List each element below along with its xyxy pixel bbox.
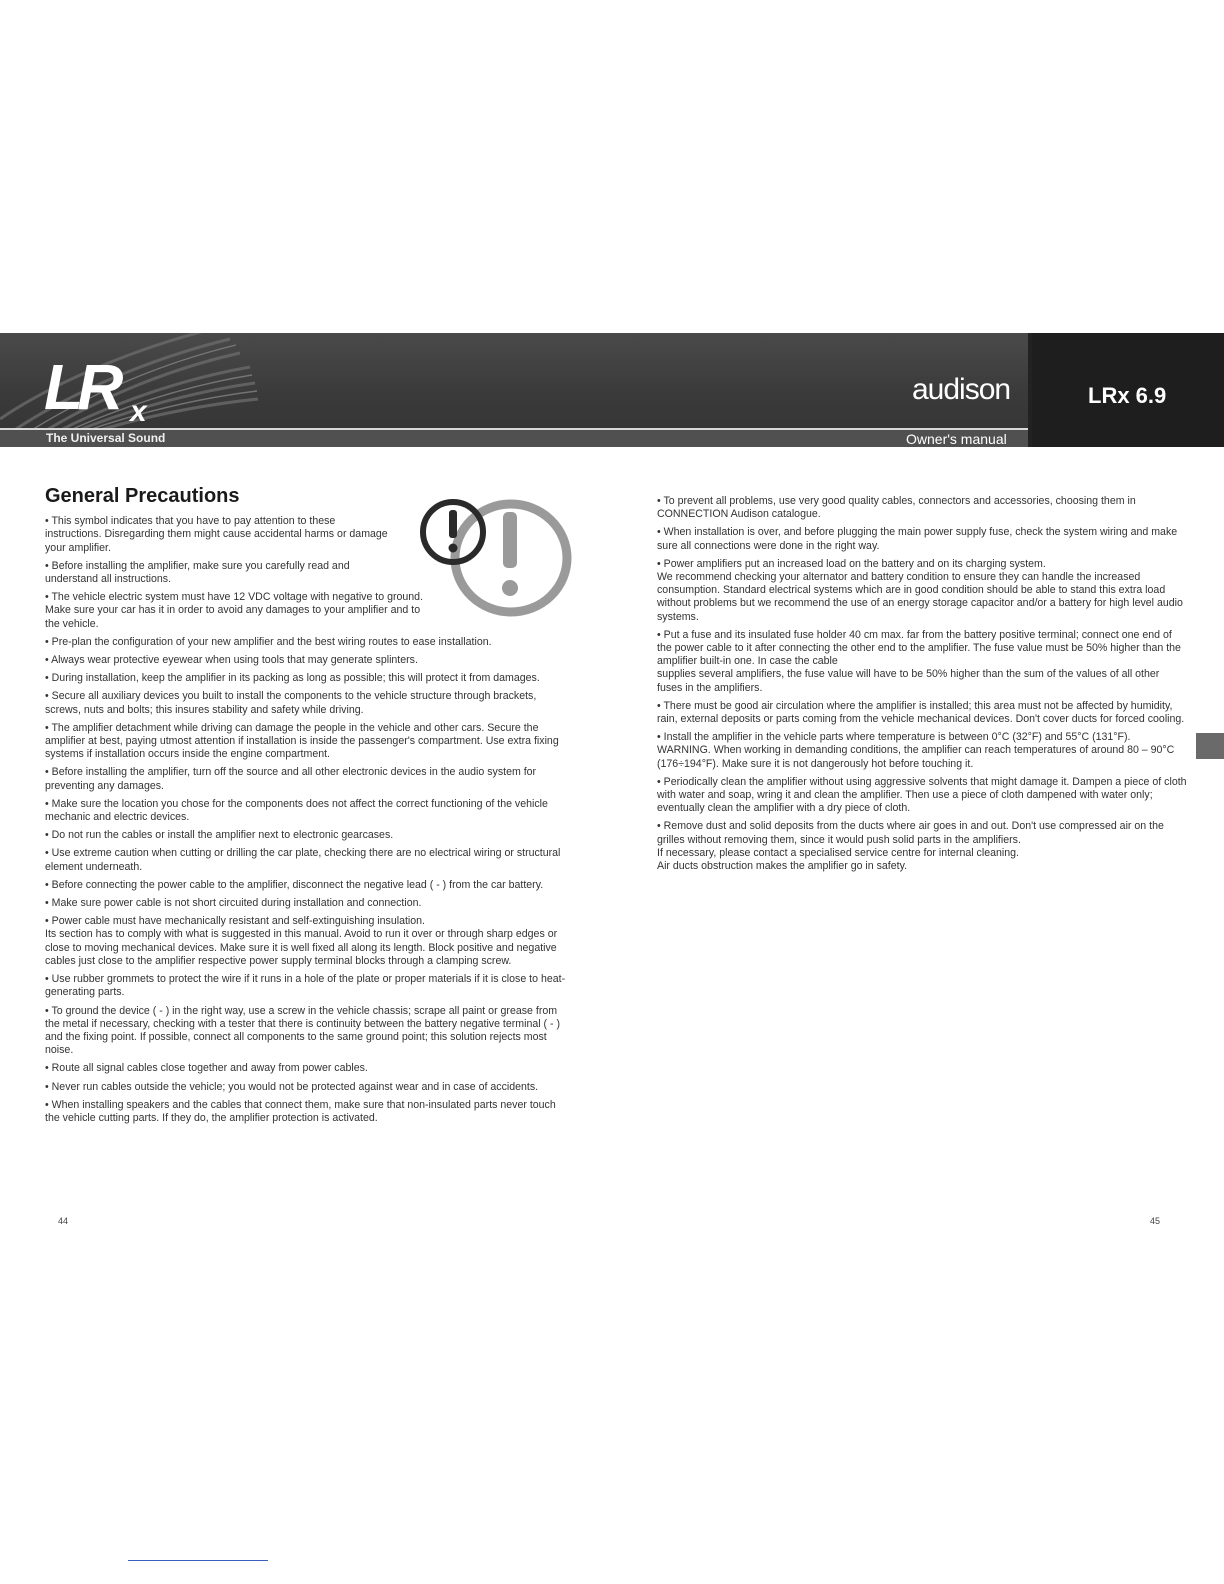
list-item: • Route all signal cables close together and away from power cables. xyxy=(45,1062,368,1075)
list-item: • Pre-plan the configuration of your new amplifier and the best wiring routes to ease installation. xyxy=(45,635,492,648)
list-item: • Use rubber grommets to protect the wire if it runs in a hole of the plate or proper materials if it is close to heat-generating parts. xyxy=(45,973,566,999)
manual-label: Owner's manual xyxy=(906,431,1007,447)
list-item: • When installing speakers and the cables that connect them, make sure that non-insulated parts never touch the vehicle cutting parts. If they do, the amplifier protection is activated. xyxy=(45,1098,556,1124)
list-item: • Before installing the amplifier, turn off the source and all other electronic devices in the audio system for preventing any damages. xyxy=(45,766,537,792)
list-item: • To prevent all problems, use very good quality cables, connectors and accessories, choosing them in CONNECTION Audison catalogue. xyxy=(657,495,1136,521)
list-item: • Make sure the location you chose for the components does not affect the correct functioning of the vehicle mechanic and electric devices. xyxy=(45,797,548,824)
ducts-note: Air ducts obstruction makes the amplifier go in safety. xyxy=(657,860,908,873)
list-item: • Secure all auxiliary devices you built to install the components to the vehicle structure through brackets, screws, nuts and bolts; this insures stability and safety while driving. xyxy=(45,690,537,716)
side-tab xyxy=(1196,733,1224,759)
tagline: The Universal Sound xyxy=(46,431,166,445)
page-number-right: 45 xyxy=(1150,1216,1161,1226)
list-item-text: • Install the amplifier in the vehicle parts where temperature is between 0°C (32°F) and 55°C (131°F). xyxy=(657,731,1131,744)
list-item xyxy=(45,915,570,968)
list-item: • Use extreme caution when cutting or drilling the car plate, checking there are no electrical wiring or structural element underneath. xyxy=(45,847,561,873)
list-item: • The vehicle electric system must have 12 VDC voltage with negative to ground. Make sure your car has it in order to avoid any damages to your amplifier and to the vehicle. xyxy=(45,591,424,630)
lrx-logo xyxy=(44,351,164,423)
page-number-left: 44 xyxy=(58,1216,69,1226)
list-item: • Periodically clean the amplifier without using aggressive solvents that might damage it. Dampen a piece of cloth with water and soap, wring it and clean the amplifier. Then use a piece of cloth dampened with water only; eventually clean the amplifier with a dry piece of cloth. xyxy=(657,775,1187,815)
list-item xyxy=(657,731,1187,771)
list-item: • When installation is over, and before plugging the main power supply fuse, check the system wiring and make sure all connections were done in the right way. xyxy=(657,526,1178,552)
bottom-rule xyxy=(128,1560,268,1561)
header-banner xyxy=(0,333,1224,447)
service-note: If necessary, please contact a specialised service centre for internal cleaning. xyxy=(657,846,1019,859)
list-item-text: • Put a fuse and its insulated fuse holder 40 cm max. far from the battery positive terminal; connect one end of the power cable to it after connecting the other end to the amplifier. The fuse value must be 50% higher than the amplifier built-in one. In case the cable xyxy=(657,628,1181,668)
list-item: • The amplifier detachment while driving can damage the people in the vehicle and other cars. Secure the amplifier at best, paying utmost attention if installation is inside the passenger's compartment. Use extra fixing systems if installation occurs inside the engine compartment. xyxy=(45,721,559,761)
svg-text:LR: LR xyxy=(44,351,118,423)
list-item: • This symbol indicates that you have to pay attention to these instructions. Disregarding them might cause accidental harms or damage your amplifier. xyxy=(45,515,388,554)
list-item xyxy=(657,820,1187,873)
right-column xyxy=(657,495,1187,878)
list-item xyxy=(657,629,1187,695)
list-item xyxy=(657,558,1187,624)
list-item: • Do not run the cables or install the amplifier next to electronic gearcases. xyxy=(45,829,394,842)
list-item: • Make sure power cable is not short circuited during installation and connection. xyxy=(45,897,422,910)
model-label: LRx 6.9 xyxy=(1088,383,1167,408)
svg-text:x: x xyxy=(130,395,147,423)
battery-note: We recommend checking your alternator and battery condition to ensure they can handle the increased consumption. Standard electrical systems which are in good condition should be able to stand this extra load without problems but we recommend the use of an energy storage capacitor and/or a battery for high level audio systems. xyxy=(657,571,1183,623)
fuse-note: supplies several amplifiers, the fuse value will have to be 50% higher than the sum of the values of all other fuses in the amplifiers. xyxy=(657,668,1160,694)
list-item: • Never run cables outside the vehicle; you would not be protected against wear and in case of accidents. xyxy=(45,1080,539,1093)
warning-note: WARNING. When working in demanding conditions, the amplifier can reach temperatures of around 80 – 90°C (176÷194°F). Make sure it is not dangerously hot before touching it. xyxy=(657,744,1175,770)
list-item-text: • Remove dust and solid deposits from the ducts where air goes in and out. Don't use compressed air on the grilles without removing them, since it would push solid parts in the amplifiers. xyxy=(657,820,1164,846)
left-column xyxy=(45,485,570,1130)
header-main xyxy=(0,333,1028,447)
page-title: General Precautions xyxy=(45,485,240,507)
list-item: • Always wear protective eyewear when using tools that may generate splinters. xyxy=(45,654,418,667)
brand-name: audison xyxy=(912,373,1011,406)
list-item: • During installation, keep the amplifier in its packing as long as possible; this will protect it from damages. xyxy=(45,672,540,685)
list-item: • To ground the device ( - ) in the right way, use a screw in the vehicle chassis; scrape all paint or grease from the metal if necessary, checking with a tester that there is continuity between the battery negative terminal ( - ) and the fixing point. If possible, connect all components to the same ground point; this solution rejects most noise. xyxy=(45,1004,561,1057)
list-item: • There must be good air circulation where the amplifier is installed; this area must not be affected by humidity, rain, external deposits or parts coming from the vehicle mechanical devices. Don't cover ducts for forced cooling. xyxy=(657,699,1185,726)
power-cable-note: Its section has to comply with what is suggested in this manual. Avoid to run it over or through sharp edges or close to moving mechanical devices. Make sure it is well fixed all along its length. Block positive and negative cables just close to the amplifier respective power supply terminal blocks through a clamping screw. xyxy=(45,928,558,967)
list-item-text: • Power amplifiers put an increased load on the battery and on its charging system. xyxy=(657,557,1046,570)
list-item: • Before installing the amplifier, make sure you carefully read and understand all instructions. xyxy=(45,559,350,586)
list-item-text: • Power cable must have mechanically resistant and self-extinguishing insulation. xyxy=(45,915,425,928)
list-item: • Before connecting the power cable to the amplifier, disconnect the negative lead ( - ) from the car battery. xyxy=(45,878,544,891)
